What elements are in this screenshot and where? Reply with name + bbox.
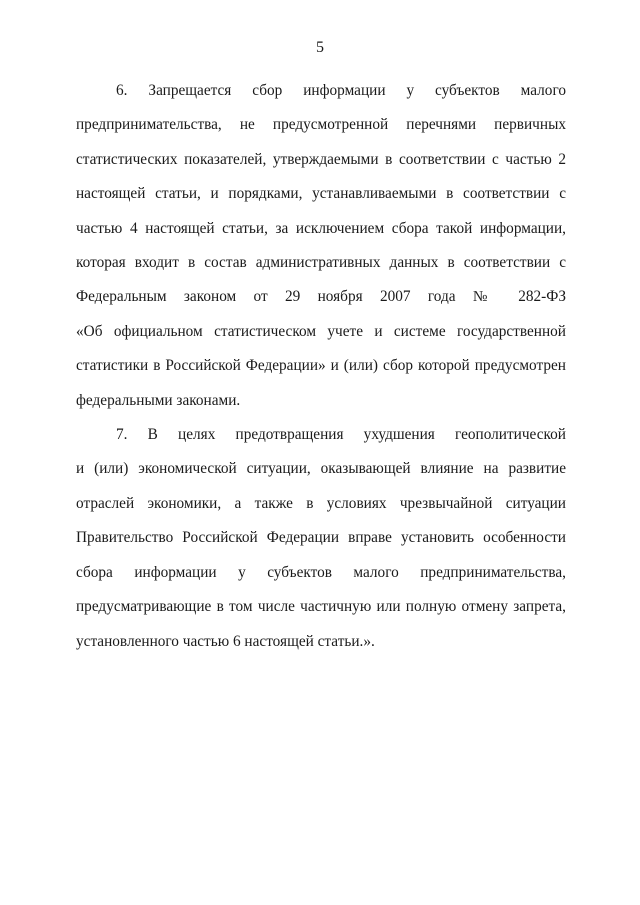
text-line: статистики в Российской Федерации» и (или) сбор которой предусмотрен bbox=[76, 357, 566, 375]
paragraph-7 bbox=[76, 418, 566, 659]
text-line: отраслей экономики, а также в условиях чрезвычайной ситуации bbox=[76, 494, 566, 512]
paragraph-6 bbox=[76, 74, 566, 418]
text-line: настоящей статьи, и порядками, устанавливаемыми в соответствии с bbox=[76, 185, 566, 203]
text-line: частью 4 настоящей статьи, за исключением сбора такой информации, bbox=[76, 219, 566, 237]
text-line: статистических показателей, утверждаемыми в соответствии с частью 2 bbox=[76, 150, 566, 168]
text-line: Правительство Российской Федерации вправе установить особенности bbox=[76, 529, 566, 547]
text-line: предусматривающие в том числе частичную или полную отмену запрета, bbox=[76, 598, 566, 616]
page-number: 5 bbox=[316, 39, 324, 56]
text-line: которая входит в состав административных данных в соответствии с bbox=[76, 254, 566, 272]
text-line: «Об официальном статистическом учете и системе государственной bbox=[76, 322, 566, 340]
text-line: сбора информации у субъектов малого предпринимательства, bbox=[76, 563, 566, 581]
document-body bbox=[76, 74, 566, 659]
text-line: 6. Запрещается сбор информации у субъектов малого bbox=[116, 82, 566, 99]
text-line: установленного частью 6 настоящей статьи.». bbox=[76, 632, 375, 650]
text-line: 7. В целях предотвращения ухудшения геополитической bbox=[116, 426, 566, 444]
text-line: федеральными законами. bbox=[76, 391, 241, 409]
text-line: предпринимательства, не предусмотренной перечнями первичных bbox=[76, 116, 566, 134]
text-line: и (или) экономической ситуации, оказывающей влияние на развитие bbox=[76, 460, 566, 478]
text-line: Федеральным законом от 29 ноября 2007 года № 282-ФЗ bbox=[76, 288, 566, 306]
